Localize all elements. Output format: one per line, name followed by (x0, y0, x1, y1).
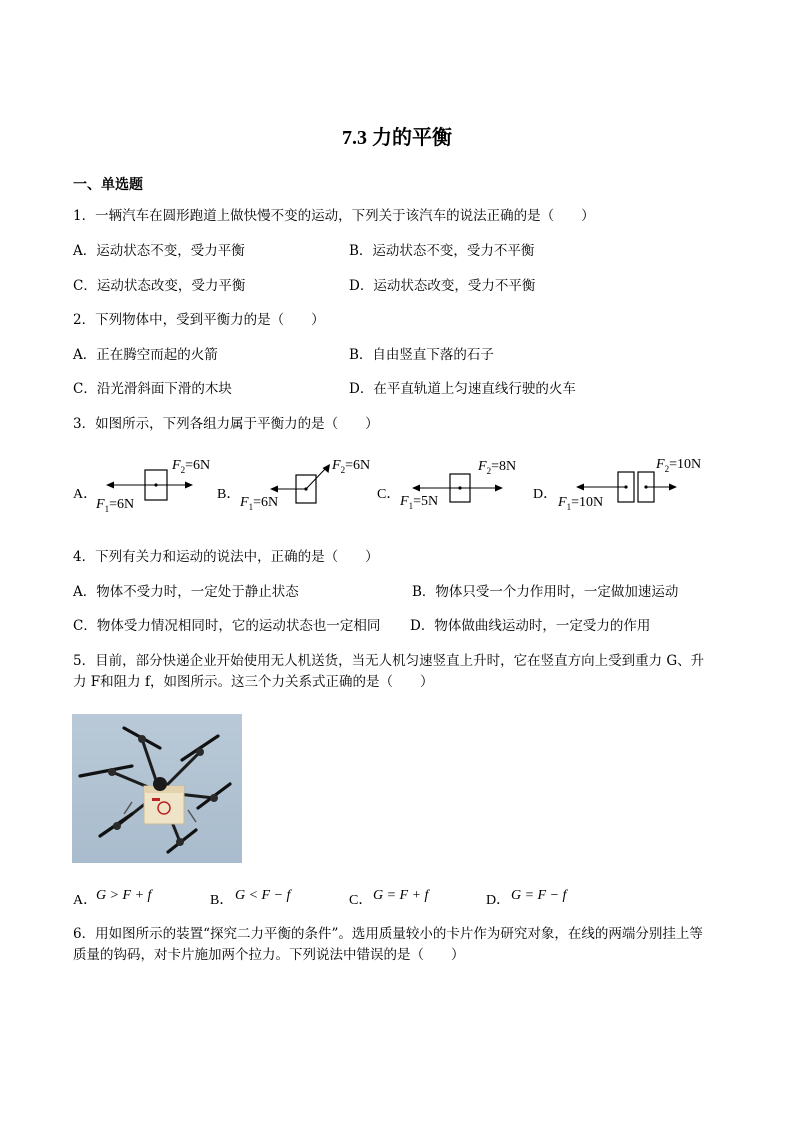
section-heading: 一、单选题 (73, 177, 143, 193)
q3-fig-c-letter: C． (377, 487, 401, 502)
q5-option-c: G = F + f (373, 888, 429, 903)
q1-option-d: D．运动状态改变，受力不平衡 (349, 278, 536, 294)
q4-stem: 4．下列有关力和运动的说法中，正确的是（ ） (73, 549, 379, 565)
q5-option-c-letter: C． (349, 893, 373, 908)
q6-stem-line2: 质量的钩码，对卡片施加两个拉力。下列说法中错误的是（ ） (73, 947, 465, 963)
q3-fig-c-f2-label: $F_2=8N$ (478, 459, 517, 476)
q3-fig-b-letter: B． (217, 487, 241, 502)
q2-option-a: A．正在腾空而起的火箭 (73, 347, 218, 363)
q1-option-b: B．运动状态不变，受力不平衡 (349, 243, 535, 259)
q3-fig-d-f1-label: $F_1=10N$ (558, 495, 604, 512)
q5-stem-line1: 5．目前，部分快递企业开始使用无人机送货，当无人机匀速竖直上升时，它在竖直方向上受到重力 G、升 (73, 653, 705, 669)
page-title: 7.3 力的平衡 (342, 127, 452, 149)
q3-fig-a-letter: A． (73, 487, 98, 502)
q5-option-a: G > F + f (96, 888, 152, 903)
q2-option-c: C．沿光滑斜面下滑的木块 (73, 381, 232, 397)
q1-stem: 1．一辆汽车在圆形跑道上做快慢不变的运动，下列关于该汽车的说法正确的是（ ） (73, 208, 595, 224)
q3-fig-a-f1-label: $F_1=6N$ (96, 497, 135, 514)
q5-stem-line2: 力 F和阻力 f，如图所示。这三个力关系式正确的是（ ） (73, 674, 434, 690)
drone-photo (72, 714, 242, 863)
q5-option-a-letter: A． (73, 893, 98, 908)
q3-fig-b-f1-label: $F_1=6N$ (240, 495, 279, 512)
q2-option-b: B．自由竖直下落的石子 (349, 347, 494, 363)
q2-option-d: D．在平直轨道上匀速直线行驶的火车 (349, 381, 576, 397)
q5-option-b: G < F − f (235, 888, 291, 903)
q4-option-d: D．物体做曲线运动时，一定受力的作用 (410, 618, 651, 634)
q5-option-d-letter: D． (486, 893, 511, 908)
q4-option-c: C．物体受力情况相同时，它的运动状态也一定相同 (73, 618, 381, 634)
q3-fig-b-f2-label: $F_2=6N$ (332, 458, 371, 475)
q3-fig-a-f2-label: $F_2=6N$ (172, 458, 211, 475)
q4-option-b: B．物体只受一个力作用时，一定做加速运动 (412, 584, 679, 600)
q4-option-a: A．物体不受力时，一定处于静止状态 (73, 584, 299, 600)
q1-option-a: A．运动状态不变，受力平衡 (73, 243, 245, 259)
q5-option-d: G = F − f (511, 888, 567, 903)
q3-fig-c-f1-label: $F_1=5N$ (400, 494, 439, 511)
q5-option-b-letter: B． (210, 893, 234, 908)
q2-stem: 2．下列物体中，受到平衡力的是（ ） (73, 312, 325, 328)
q3-stem: 3．如图所示，下列各组力属于平衡力的是（ ） (73, 416, 379, 432)
q3-fig-d-letter: D． (533, 487, 558, 502)
q3-fig-d-f2-label: $F_2=10N$ (656, 457, 702, 474)
q1-option-c: C．运动状态改变，受力平衡 (73, 278, 246, 294)
q6-stem-line1: 6．用如图所示的装置“探究二力平衡的条件”。选用质量较小的卡片作为研究对象，在线的两端分别挂上等 (73, 926, 703, 942)
